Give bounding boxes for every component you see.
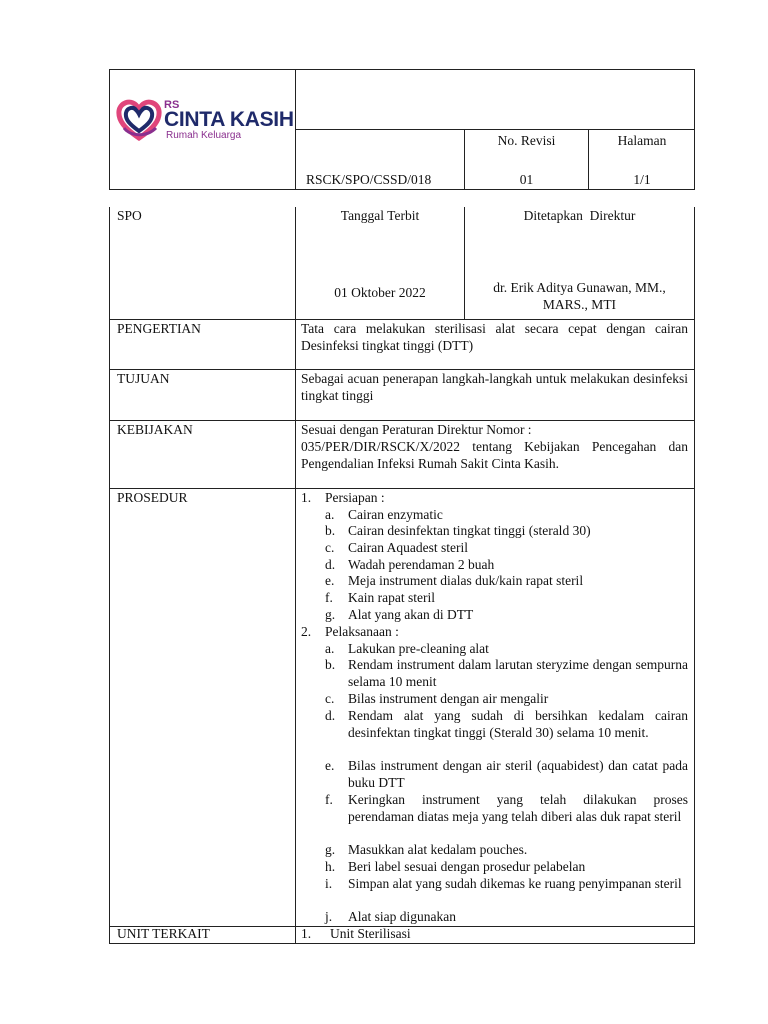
list-item-letter: c.	[325, 691, 335, 706]
list-item: Masukkan alat kedalam pouches.	[348, 842, 528, 857]
doc-number: RSCK/SPO/CSSD/018	[306, 172, 432, 187]
list-item: Simpan alat yang sudah dikemas ke ruang penyimpanan steril	[348, 876, 682, 891]
step-title: Persiapan :	[325, 490, 385, 505]
list-item-letter: e.	[325, 573, 335, 588]
step-number: 2.	[301, 624, 312, 639]
step-title: Pelaksanaan :	[325, 624, 399, 639]
list-item-letter: a.	[325, 641, 335, 656]
prosedur-label: PROSEDUR	[117, 490, 188, 505]
header-divider	[295, 129, 695, 130]
list-item: Wadah perendaman 2 buah	[348, 557, 495, 572]
issue-date-label: Tanggal Terbit	[340, 208, 420, 223]
pengertian-label: PENGERTIAN	[117, 321, 201, 336]
main-table-border	[109, 943, 695, 944]
row-divider	[109, 488, 695, 489]
director-title: MARS., MTI	[542, 297, 617, 312]
list-item-letter: a.	[325, 507, 335, 522]
step-number: 1.	[301, 490, 312, 505]
list-item: Bilas instrument dengan air mengalir	[348, 691, 549, 706]
list-item-letter: f.	[325, 792, 333, 807]
hospital-logo	[116, 98, 296, 142]
heart-logo-icon	[116, 98, 162, 142]
main-table-border	[109, 207, 110, 944]
list-item-letter: c.	[325, 540, 335, 555]
list-item: Meja instrument dialas duk/kain rapat steril	[348, 573, 584, 588]
revision-value: 01	[519, 172, 534, 187]
kebijakan-text-rest: 035/PER/DIR/RSCK/X/2022 tentang Kebijakan Pencegahan dan Pengendalian Infeksi Rumah Sakit Cinta Kasih.	[301, 439, 688, 471]
approved-by-label: Ditetapkan Direktur	[523, 208, 636, 223]
list-item: Cairan enzymatic	[348, 507, 443, 522]
row-divider	[109, 420, 695, 421]
list-item-letter: j.	[325, 909, 333, 924]
list-item: Beri label sesuai dengan prosedur pelabelan	[348, 859, 586, 874]
list-item: Rendam alat yang sudah di bersihkan kedalam cairan desinfektan tingkat tinggi (Sterald 30) selama 10 menit.	[348, 708, 688, 740]
list-item: Rendam instrument dalam larutan steryzime dengan sempurna selama 10 menit	[348, 657, 688, 689]
pengertian-text: Tata cara melakukan sterilisasi alat secara cepat dengan cairan Desinfeksi tingkat tinggi (DTT)	[301, 321, 688, 353]
list-item-letter: e.	[325, 758, 335, 773]
kebijakan-text-line1: Sesuai dengan Peraturan Direktur Nomor :	[301, 422, 532, 437]
list-item: Lakukan pre-cleaning alat	[348, 641, 489, 656]
page-label: Halaman	[617, 133, 667, 148]
logo-rs-text: RS	[164, 99, 180, 111]
logo-tagline: Rumah Keluarga	[166, 130, 242, 141]
director-name: dr. Erik Aditya Gunawan, MM.,	[493, 280, 666, 295]
list-item-letter: f.	[325, 590, 333, 605]
list-item-letter: b.	[325, 523, 336, 538]
list-item-letter: h.	[325, 859, 336, 874]
unit-label: UNIT TERKAIT	[117, 926, 210, 941]
row-divider	[109, 369, 695, 370]
main-table-border	[694, 207, 695, 944]
list-item-letter: g.	[325, 607, 336, 622]
list-item-letter: d.	[325, 708, 336, 723]
page-value: 1/1	[633, 172, 651, 187]
list-item-letter: d.	[325, 557, 336, 572]
list-item: Cairan Aquadest steril	[348, 540, 468, 555]
list-item-letter: i.	[325, 876, 333, 891]
spo-label: SPO	[117, 208, 142, 223]
row-divider	[109, 319, 695, 320]
logo-name-text: CINTA KASIH	[164, 108, 294, 131]
list-item: Alat yang akan di DTT	[348, 607, 474, 622]
tujuan-text: Sebagai acuan penerapan langkah-langkah untuk melakukan desinfeksi tingkat tinggi	[301, 371, 688, 403]
unit-text: Unit Sterilisasi	[330, 926, 411, 941]
list-item: Cairan desinfektan tingkat tinggi (sterald 30)	[348, 523, 591, 538]
kebijakan-label: KEBIJAKAN	[117, 422, 193, 437]
list-item: Keringkan instrument yang telah dilakukan proses perendaman diatas meja yang telah diberi alas duk rapat steril	[348, 792, 688, 824]
main-table-divider	[295, 207, 296, 944]
list-item-letter: b.	[325, 657, 336, 672]
list-item: Bilas instrument dengan air steril (aquabidest) dan catat pada buku DTT	[348, 758, 688, 790]
list-item: Alat siap digunakan	[348, 909, 456, 924]
tujuan-label: TUJUAN	[117, 371, 170, 386]
list-item-letter: g.	[325, 842, 336, 857]
issue-date: 01 Oktober 2022	[334, 285, 426, 300]
list-item: Kain rapat steril	[348, 590, 435, 605]
revision-label: No. Revisi	[497, 133, 556, 148]
unit-number: 1.	[301, 926, 312, 941]
